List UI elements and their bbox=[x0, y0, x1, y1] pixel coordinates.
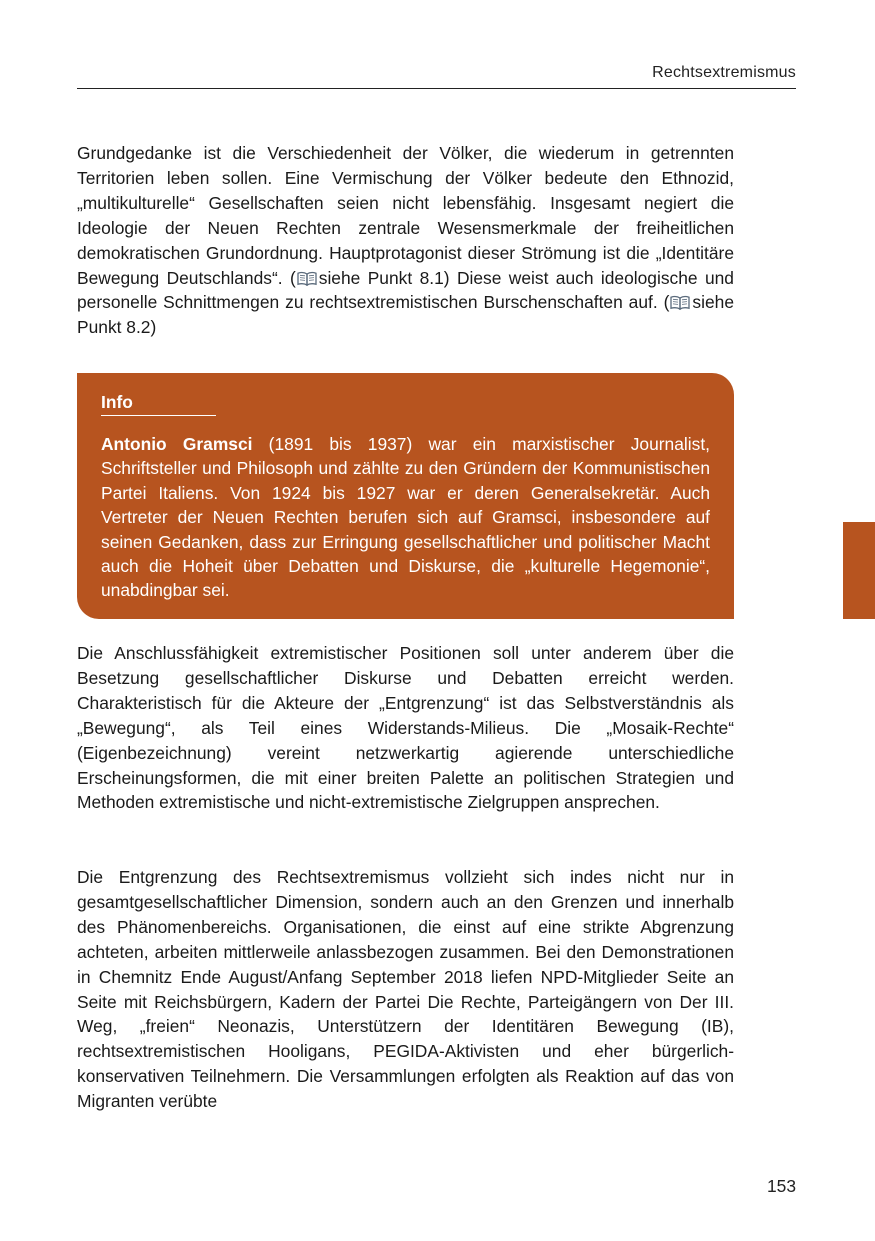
body-paragraph-3: Die Entgrenzung des Rechtsextremismus vollzieht sich indes nicht nur in gesamtgesellschaftlicher Dimension, sondern auch an den Grenzen und innerhalb des Phänomenbereichs. Organisationen, die einst auf eine strikte Abgrenzung achteten, arbeiten mittlerweile anlassbezogen zusammen. Bei den Demonstrationen in Chemnitz Ende August/Anfang September 2018 liefen NPD-Mitglieder Seite an Seite mit Reichsbürgern, Kadern der Partei Die Rechte, Parteigängern von Der III. Weg, „freien“ Neonazis, Unterstützern der Identitären Bewegung (IB), rechtsextremistischen Hooligans, PEGIDA-Aktivisten und eher bürgerlich-konservativen Teilnehmern. Die Versammlungen erfolgten als Reaktion auf das von Migranten verübte bbox=[77, 867, 734, 1112]
body-paragraph-2: Die Anschlussfähigkeit extremistischer Positionen soll unter anderem über die Besetzung gesellschaftlicher Diskurse und Debatten erreicht werden. Charakteristisch für die Akteure der „Entgrenzung“ ist das Selbstverständnis als „Bewegung“, als Teil eines Widerstands-Milieus. Die „Mosaik-Rechte“ (Eigenbezeichnung) vereint netzwerkartig agierende unterschiedliche Erscheinungsformen, die mit einer breiten Palette an politischen Strategien und Methoden extremistische und nicht-extremistische Zielgruppen ansprechen. bbox=[77, 643, 734, 813]
info-box-label: Info bbox=[101, 392, 216, 416]
book-icon bbox=[297, 268, 317, 283]
running-header-title: Rechtsextremismus bbox=[652, 64, 796, 81]
info-box-description: (1891 bis 1937) war ein marxistischer Journalist, Schriftsteller und Philosoph und zählte zu den Gründern der Kommunistischen Partei Italiens. Von 1924 bis 1927 war er deren Generalsekretär. Auch Vertreter der Neuen Rechten berufen sich auf Gramsci, insbesondere auf seinen Gedanken, dass zur Erringung gesellschaftlicher und politischer Macht auch die Hoheit über Debatten und Diskurse, die „kulturelle Hegemonie“, unabdingbar sei. bbox=[101, 434, 710, 601]
info-box-text bbox=[101, 432, 710, 603]
running-header bbox=[77, 62, 796, 89]
info-box-person-name: Antonio Gramsci bbox=[101, 434, 253, 454]
body-paragraph-1 bbox=[77, 141, 734, 340]
paragraph-1-text-b: Diese weist auch ideologische und personelle Schnittmengen zu rechtsextremistischen Burschenschaften auf. ( bbox=[77, 267, 734, 313]
info-box bbox=[77, 373, 734, 619]
cross-reference-8-2[interactable]: siehe Punkt 8.2) bbox=[77, 292, 734, 338]
page-number: 153 bbox=[766, 1176, 796, 1196]
cross-reference-8-1[interactable]: siehe Punkt 8.1) bbox=[318, 267, 450, 288]
book-icon bbox=[670, 292, 690, 307]
chapter-thumb-tab bbox=[843, 522, 875, 619]
paragraph-1-text-a: Grundgedanke ist die Verschiedenheit der Völker, die wiederum in getrennten Territorien leben sollen. Eine Vermischung der Völker bedeute den Ethnozid, „multikulturelle“ Gesellschaften seien nicht lebensfähig. Insgesamt negiert die Ideologie der Neuen Rechten zentrale Wesensmerkmale der freiheitlichen demokratischen Grundordnung. Hauptprotagonist dieser Strömung ist die „Identitäre Bewegung Deutschlands“. ( bbox=[77, 143, 734, 288]
